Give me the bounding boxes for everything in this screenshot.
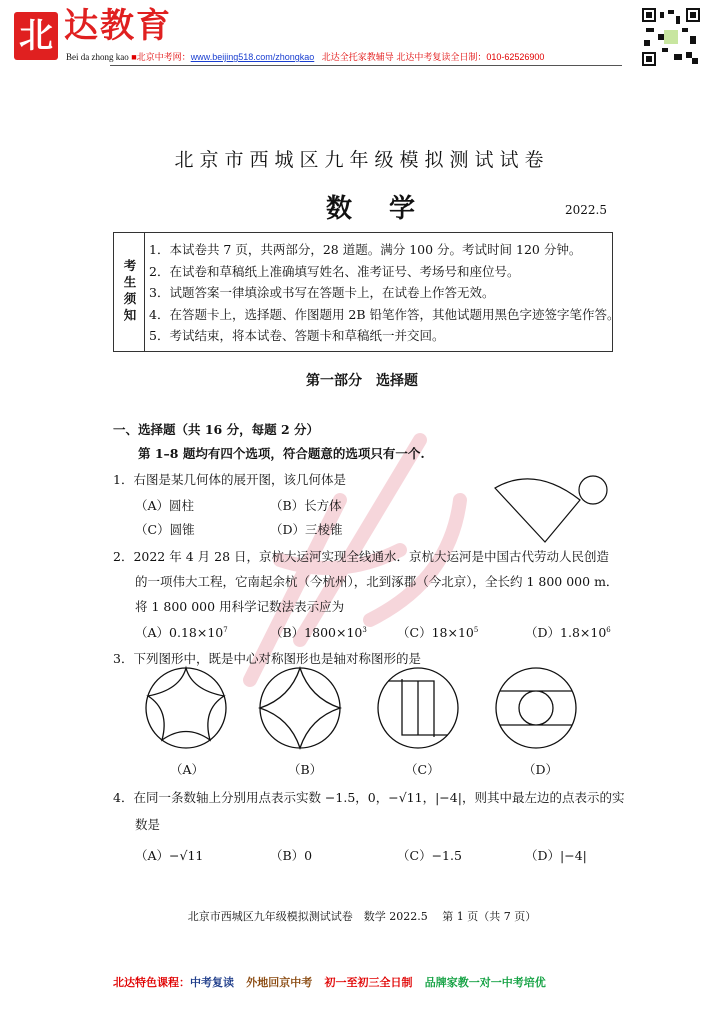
q1-option-d: （D）三棱锥 (270, 522, 343, 537)
promo-bar: 北达特色课程：中考复读 外地回京中考 初一至初三全日制 品牌家教一对一中考培优 (113, 977, 546, 989)
notice-label: 考生须知 (114, 233, 145, 351)
exam-date: 2022.5 (565, 203, 607, 217)
q1-net-figure (490, 470, 610, 545)
q4-option-a: （A）−√11 (135, 848, 204, 863)
q4-stem: 4．在同一条数轴上分别用点表示实数 −1.5，0，−√11，|−4|，则其中最左边的点表示的实 (113, 790, 625, 805)
q4-stem-line2: 数是 (135, 817, 161, 832)
q3-label-b: （B） (288, 762, 323, 777)
notice-item: 2．在试卷和草稿纸上准确填写姓名、准考证号、考场号和座位号。 (149, 263, 520, 279)
logo-pinyin: Bei da zhong kao (66, 52, 129, 62)
q1-option-a: （A）圆柱 (135, 498, 195, 513)
q2-line: 2．2022 年 4 月 28 日，京杭大运河实现全线通水．京杭大运河是中国古代劳动人民创造 (113, 549, 609, 564)
q2-line: 将 1 800 000 用科学记数法表示应为 (135, 599, 345, 614)
section-title: 第一部分 选择题 (306, 373, 418, 389)
slogan: 北达全托家教辅导 (321, 52, 394, 62)
q2-line: 的一项伟大工程，它南起余杭（今杭州），北到涿郡（今北京），全长约 1 800 000 m． (135, 574, 619, 589)
notice-item: 5．考试结束，将本试卷、答题卡和草稿纸一并交回。 (149, 328, 445, 343)
q1-option-c: （C）圆锥 (135, 522, 195, 537)
q1-option-b: （B）长方体 (270, 498, 342, 513)
q3-label-c: （C） (405, 762, 440, 777)
header-bar (66, 52, 544, 63)
q3-label-a: （A） (170, 762, 205, 777)
q2-option-b: $(B)1800\times 10^3$ (270, 625, 367, 640)
q3-figure-d (496, 668, 576, 748)
site-label: ■北京中考网： (131, 52, 191, 62)
q3-stem: 3．下列图形中，既是中心对称图形也是轴对称图形的是 (113, 651, 421, 666)
candidate-notice-box (113, 232, 620, 352)
subject-title: 数 学 (326, 194, 430, 224)
q3-figure-c (378, 668, 458, 748)
q4-option-c: （C）−1.5 (397, 848, 462, 863)
q4-option-b: （B）0 (270, 848, 313, 863)
part-intro: 第 1–8 题均有四个选项，符合题意的选项只有一个. (138, 446, 425, 461)
part-heading: 一、选择题（共 16 分，每题 2 分） (113, 422, 320, 437)
header-divider (110, 65, 622, 66)
q2-option-a: $(A)0.18\times 10^7$ (135, 625, 228, 640)
q2-option-d: $(D)1.8\times 10^6$ (525, 625, 611, 640)
q3-label-d: （D） (523, 762, 559, 777)
q3-figure-b (260, 668, 340, 748)
q1-stem: 1．右图是某几何体的展开图，该几何体是 (113, 472, 346, 487)
q3-figures (140, 665, 580, 755)
page-footer: 北京市西城区九年级模拟测试试卷 数学 2022.5 第 1 页（共 7 页） (187, 910, 537, 923)
slogan: 北达中考复读全日制：010-62526900 (396, 52, 545, 62)
q4-option-d: （D）|−4| (525, 848, 587, 863)
notice-item: 3．试题答案一律填涂或书写在答题卡上，在试卷上作答无效。 (149, 285, 495, 300)
q3-figure-a (146, 668, 226, 748)
notice-item: 4．在答题卡上，选择题、作图题用 2B 铅笔作答，其他试题用黑色字迹签字笔作答。 (149, 306, 620, 322)
qr-code-icon (642, 8, 700, 66)
logo-text: 达教育 (64, 6, 172, 46)
notice-item: 1．本试卷共 7 页，共两部分，28 道题。满分 100 分。考试时间 120 分钟。 (149, 242, 582, 257)
exam-title: 北京市西城区九年级模拟测试试卷 (174, 149, 550, 171)
q2-option-c: $(C)18\times 10^5$ (397, 625, 479, 640)
site-link[interactable]: www.beijing518.com/zhongkao (190, 52, 315, 62)
logo: 北 (14, 12, 58, 60)
